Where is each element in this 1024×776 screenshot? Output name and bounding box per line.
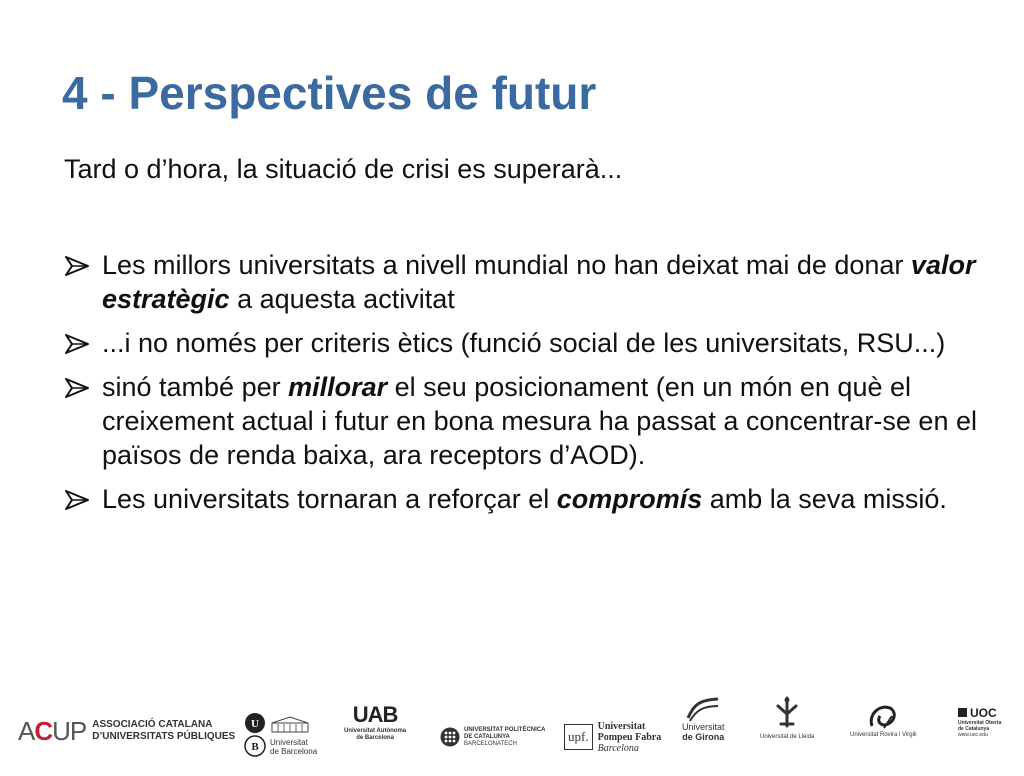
svg-text:B: B: [251, 741, 259, 753]
uoc-label: Universitat Oberta de Catalunya www.uoc.edu: [958, 720, 1002, 738]
bullet-text: ...i no només per criteris ètics (funció social de les universitats, RSU...): [102, 328, 946, 358]
arrow-bullet-icon: [64, 255, 90, 277]
udg-label: Universitat de Girona: [682, 722, 725, 742]
udg-wave-icon: [686, 696, 720, 722]
urv-logo: [850, 702, 917, 772]
udl-label: Universitat de Lleida: [760, 734, 815, 740]
arrow-bullet-icon: [64, 489, 90, 511]
logo-footer: [0, 690, 1024, 768]
bullet-text: sinó també per: [102, 372, 289, 402]
bullet-emphasis: valor estratègic: [102, 250, 976, 314]
arrow-bullet-icon: [64, 377, 90, 399]
slide-title: 4 - Perspectives de futur: [62, 67, 597, 119]
bullet-emphasis: millorar: [288, 372, 388, 402]
arrow-bullet-icon: [64, 333, 90, 355]
intro-text: Tard o d’hora, la situació de crisi es superarà...: [64, 154, 623, 184]
bullet-text-end: a aquesta activitat: [229, 284, 455, 314]
uab-mark: UAB: [352, 702, 398, 727]
uoc-square-icon: [958, 707, 968, 719]
ub-shield-icon: [244, 712, 266, 758]
ub-building-icon: [270, 715, 310, 733]
udg-logo: [682, 696, 725, 766]
upf-label: Universitat Pompeu Fabra Barcelona: [597, 720, 662, 754]
bullet-item: [64, 482, 979, 516]
bullet-item: [64, 326, 979, 360]
udl-seal-icon: [772, 696, 802, 732]
bullet-text: Les universitats tornaran a reforçar el: [102, 484, 557, 514]
svg-text:U: U: [251, 718, 259, 730]
bullet-text-end: amb la seva missió.: [702, 484, 947, 514]
upc-dots-icon: [440, 727, 460, 747]
bullet-text-end: el seu posicionament (en un món en què el creixement actual i futur en bona mesura ha passat a concentrar-se en el països de renda baixa, ara receptors d’AOD).: [102, 372, 977, 470]
udl-logo: [760, 696, 814, 766]
upf-logo: [564, 702, 661, 772]
bullet-list: [64, 248, 979, 526]
acup-mark: ACUP: [18, 715, 87, 746]
upf-mark: upf.: [564, 724, 593, 750]
acup-logo: [18, 696, 235, 766]
uoc-mark: UOC: [970, 706, 997, 720]
bullet-text: Les millors universitats a nivell mundial no han deixat mai de donar: [102, 250, 911, 280]
uab-logo: [344, 702, 406, 772]
ub-logo: [244, 700, 317, 770]
bullet-emphasis: compromís: [556, 484, 703, 514]
upc-label: UNIVERSITAT POLITÈCNICA DE CATALUNYA BARCELONATECH: [464, 726, 546, 747]
bullet-item: [64, 248, 979, 316]
uoc-logo: [958, 706, 1001, 776]
upc-logo: [440, 702, 545, 772]
acup-label: ASSOCIACIÓ CATALANA D’UNIVERSITATS PÚBLIQUES: [92, 719, 236, 742]
bullet-item: [64, 370, 979, 472]
uab-label: Universitat Autònoma de Barcelona: [344, 728, 407, 741]
urv-emblem-icon: [866, 702, 900, 732]
urv-label: Universitat Rovira i Virgili: [850, 732, 917, 738]
ub-label: Universitat de Barcelona: [270, 737, 318, 756]
